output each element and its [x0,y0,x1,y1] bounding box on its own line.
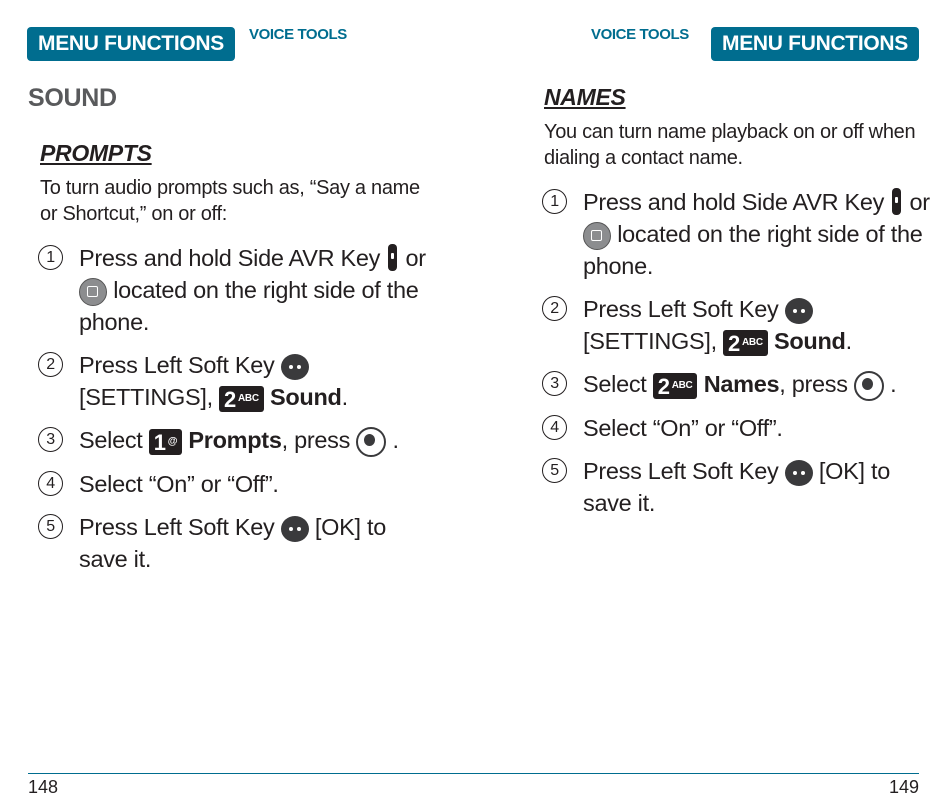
step-text: Select “On” or “Off”. [79,470,279,497]
section-title: SOUND [28,84,117,112]
intro-text: To turn audio prompts such as, “Say a name or Shortcut,” on or off: [40,177,420,225]
ok-key-icon [854,371,884,401]
number-key-icon: 2 $^{ABC}$ [653,373,698,399]
step-4 [38,468,438,500]
step-5 [542,455,942,519]
right-page [475,0,950,804]
step-text: [SETTINGS], [79,384,213,410]
menu-item-name: Names [703,371,780,397]
step-text: or [909,189,930,215]
page-number: 149 [888,777,919,797]
step-text: Select [583,371,647,397]
step-text: Press Left Soft Key [79,352,275,378]
voice-tools-label: VOICE TOOLS [591,26,689,43]
steps-list [542,186,942,530]
subhead-names: NAMES [544,84,626,110]
side-avr-key-icon [892,188,901,215]
steps-list [38,242,438,586]
step-text: Press and hold Side AVR Key [583,189,885,215]
number-key-icon: 1 @ [149,429,182,455]
step-3: 3 Select 2 $^{ABC}$ Names, press . [542,368,942,401]
step-2: 2 Press Left Soft Key [SETTINGS], 2 $^{ABC}$ Sound. [542,293,942,357]
step-number: 2 [38,352,63,377]
page-number: 148 [28,777,59,797]
menu-item-name: Sound [773,328,846,354]
left-soft-key-icon [281,516,309,542]
number-key-icon: 2 $^{ABC}$ [219,386,264,412]
menu-item-name: Prompts [188,427,282,453]
step-number: 4 [38,471,63,496]
voice-key-icon [79,278,107,306]
footer-divider [28,773,475,774]
step-text: Press Left Soft Key [583,457,779,484]
menu-item-name: Sound [269,384,342,410]
left-soft-key-icon [785,298,813,324]
step-number: 3 [38,427,63,452]
step-2: 2 Press Left Soft Key [SETTINGS], 2 $^{ABC}$ Sound. [38,349,438,413]
left-soft-key-icon [785,460,813,486]
step-text: located on the right side of the phone. [79,277,419,335]
step-text: [OK] to save it. [79,513,386,572]
step-number: 4 [542,415,567,440]
number-key-icon: 2 $^{ABC}$ [723,330,768,356]
step-text: Press and hold Side AVR Key [79,245,381,271]
step-5 [38,511,438,575]
step-text: Press Left Soft Key [583,296,779,322]
step-1 [542,186,942,282]
step-number: 2 [542,296,567,321]
subhead-prompts: PROMPTS [40,140,152,166]
step-number: 1 [542,189,567,214]
step-1 [38,242,438,338]
side-avr-key-icon [388,244,397,271]
step-text: located on the right side of the phone. [583,221,923,279]
intro-text: You can turn name playback on or off when dialing a contact name. [544,121,916,169]
menu-functions-tab: MENU FUNCTIONS [27,27,235,61]
ok-key-icon [356,427,386,457]
left-soft-key-icon [281,354,309,380]
voice-tools-label: VOICE TOOLS [249,26,347,43]
footer-divider [475,773,919,774]
step-4 [542,412,942,444]
step-text: Select “On” or “Off”. [583,414,783,441]
step-text: [SETTINGS], [583,328,717,354]
menu-functions-tab: MENU FUNCTIONS [711,27,919,61]
step-text: Press Left Soft Key [79,513,275,540]
step-number: 5 [542,458,567,483]
step-text: [OK] to save it. [583,457,890,516]
step-number: 1 [38,245,63,270]
step-number: 5 [38,514,63,539]
step-3: 3 Select 1 @ Prompts, press . [38,424,438,457]
step-text: or [405,245,426,271]
voice-key-icon [583,222,611,250]
step-number: 3 [542,371,567,396]
step-text: Select [79,427,143,453]
